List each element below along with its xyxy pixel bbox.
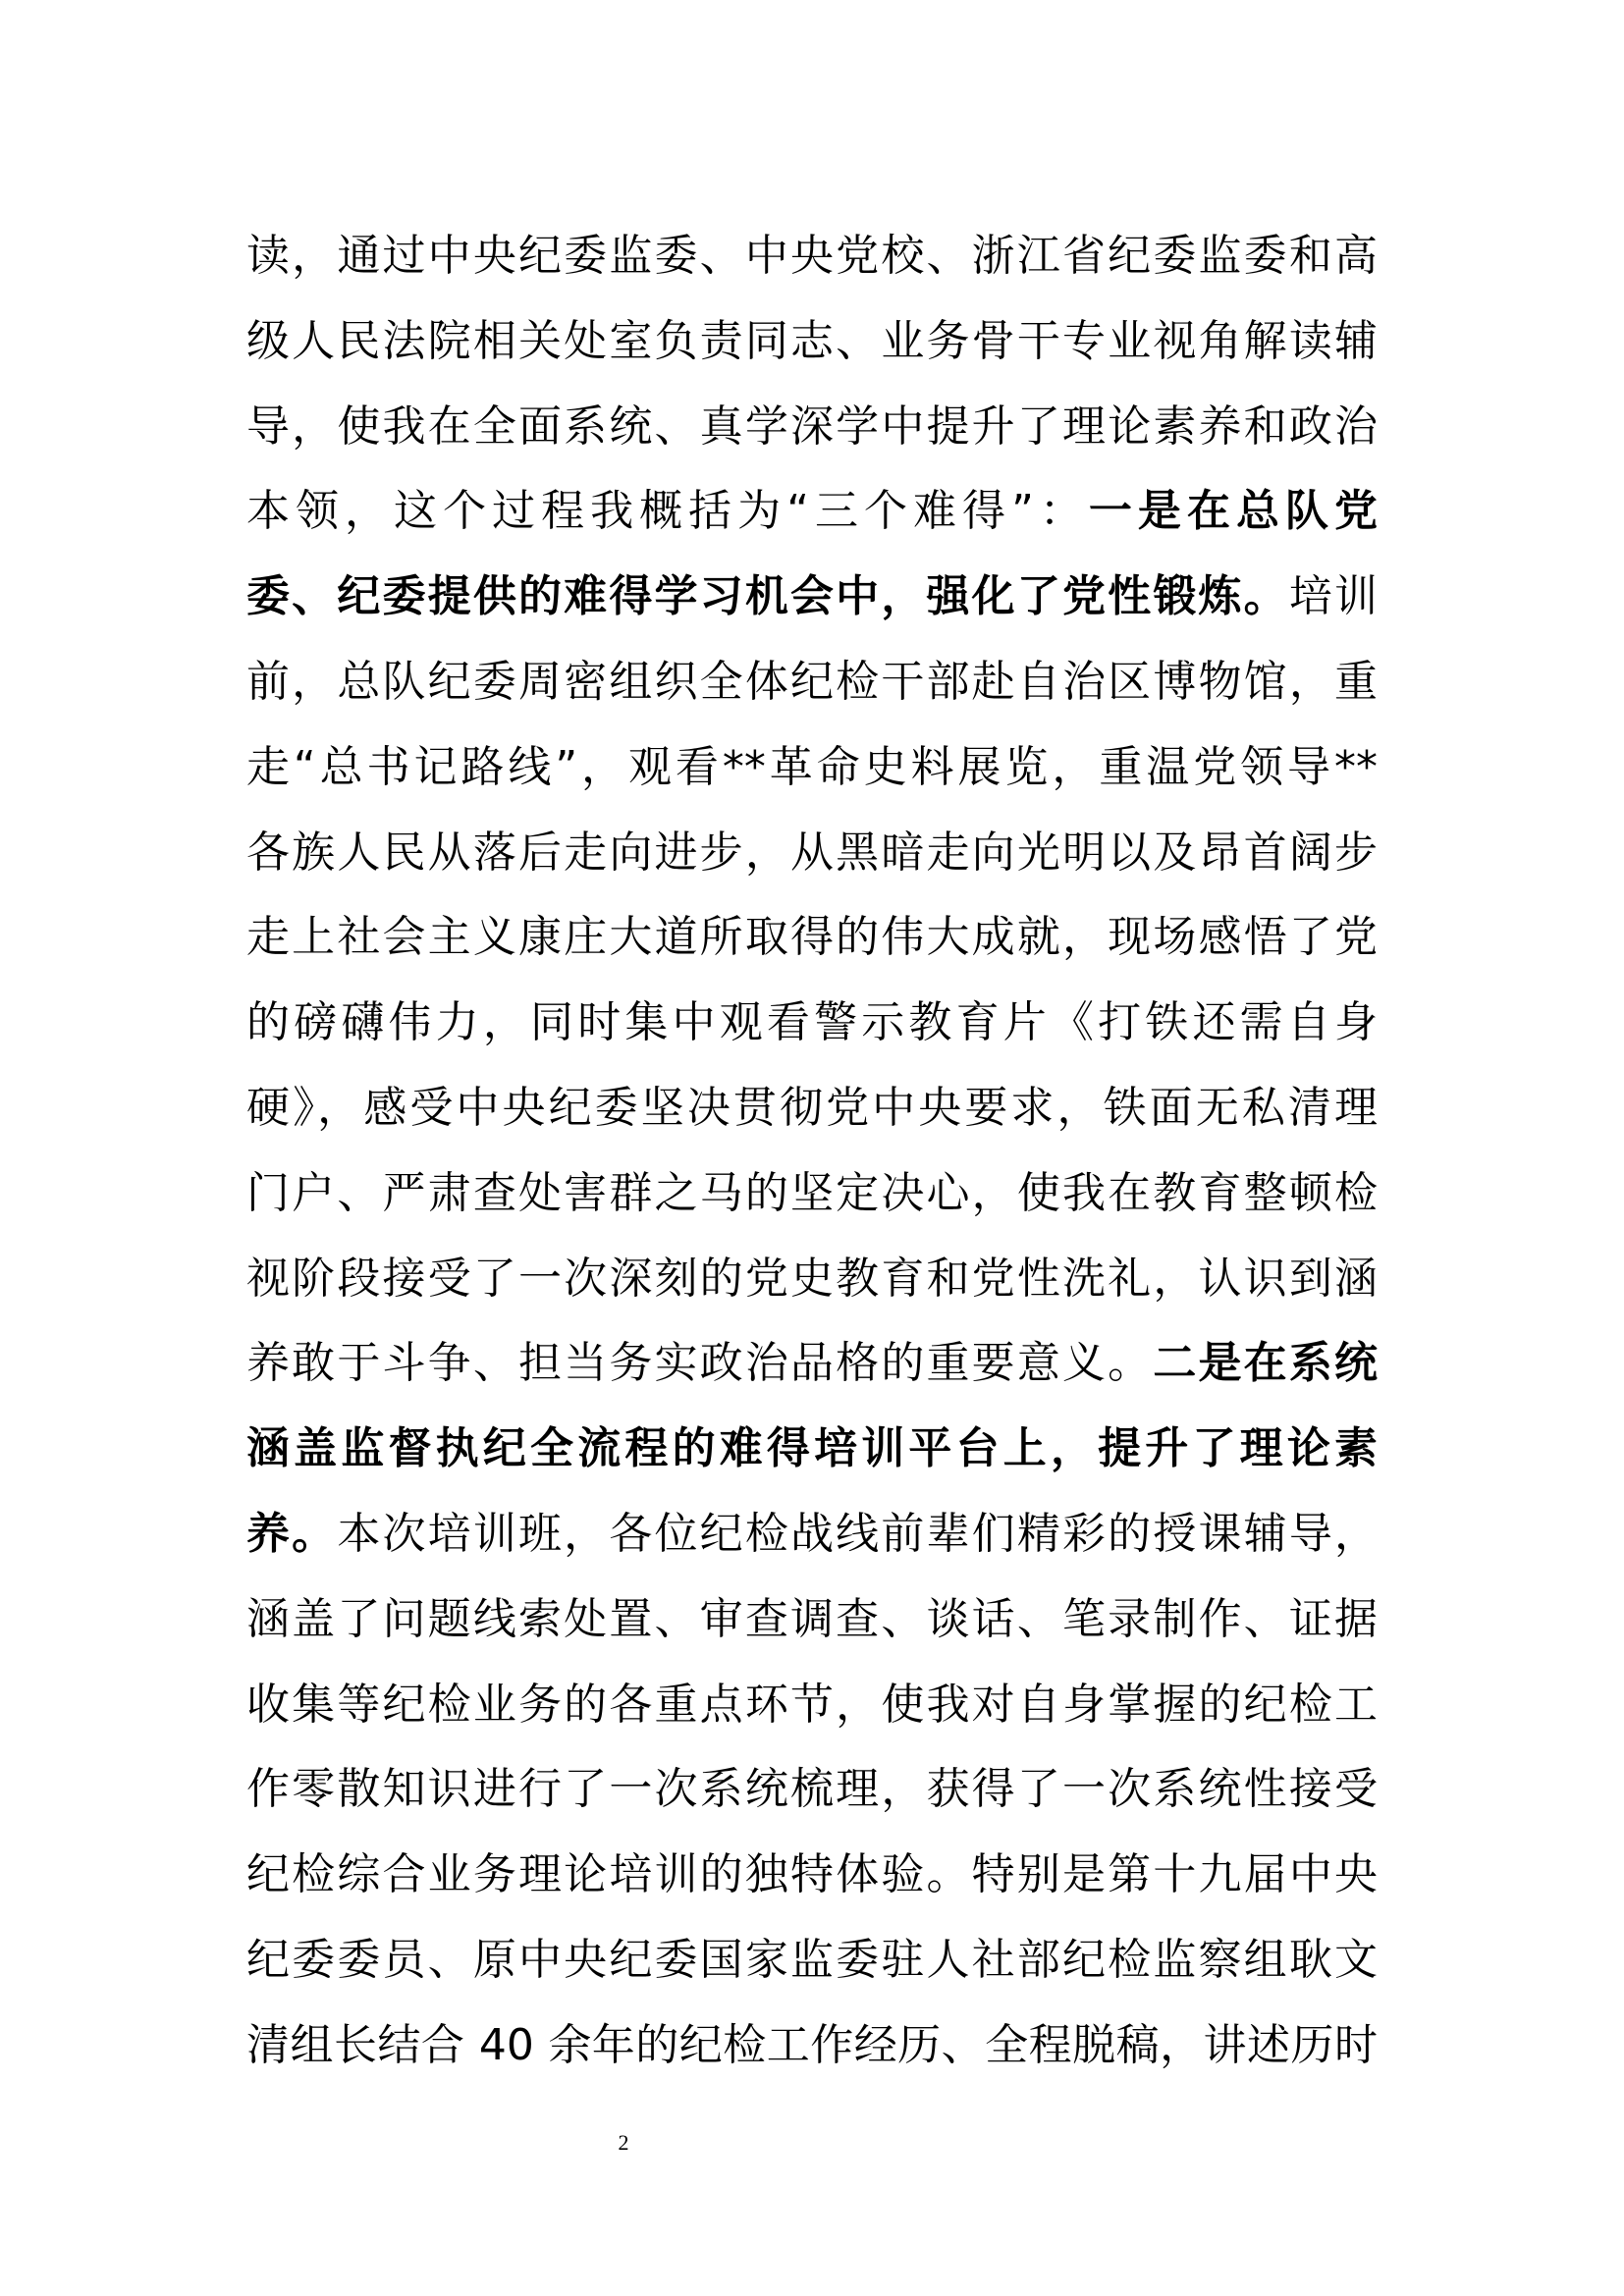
text-line bbox=[246, 1151, 1378, 1237]
text-line bbox=[246, 555, 1378, 640]
text-segment: 涵盖了问题线索处置、审查调查、谈话、笔录制作、证据 bbox=[246, 1593, 1378, 1644]
text-segment: 读，通过中央纪委监委、中央党校、浙江省纪委监委和高 bbox=[246, 231, 1378, 281]
text-segment: 硬》，感受中央纪委坚决贯彻党中央要求，铁面无私清理 bbox=[246, 1082, 1378, 1133]
text-segment: 本次培训班，各位纪检战线前辈们精彩的授课辅导， bbox=[337, 1508, 1379, 1559]
text-line bbox=[246, 214, 1378, 299]
text-line bbox=[246, 1918, 1378, 2003]
text-line bbox=[246, 811, 1378, 896]
text-line bbox=[246, 385, 1378, 470]
text-segment: 级人民法院相关处室负责同志、业务骨干专业视角解读辅 bbox=[246, 315, 1378, 366]
text-segment: 本领，这个过程我概括为“三个难得”： bbox=[246, 486, 1089, 537]
text-line bbox=[246, 1066, 1378, 1151]
text-segment: 走上社会主义康庄大道所取得的伟大成就，现场感悟了党 bbox=[246, 912, 1378, 963]
text-line bbox=[246, 299, 1378, 385]
text-segment: 纪委委员、原中央纪委国家监委驻人社部纪检监察组耿文 bbox=[246, 1934, 1378, 1985]
text-line bbox=[246, 640, 1378, 725]
bold-text-segment: 一是在总队党 bbox=[1088, 486, 1378, 537]
text-line bbox=[246, 1577, 1378, 1663]
text-line bbox=[246, 725, 1378, 811]
text-segment: 培训 bbox=[1288, 571, 1379, 622]
text-line bbox=[246, 895, 1378, 981]
text-line bbox=[246, 2003, 1378, 2089]
text-segment: 纪检综合业务理论培训的独特体验。特别是第十九届中央 bbox=[246, 1849, 1378, 1900]
page-number: 2 bbox=[618, 2130, 629, 2155]
text-line bbox=[246, 1321, 1378, 1407]
text-line bbox=[246, 1833, 1378, 1918]
text-line bbox=[246, 1663, 1378, 1748]
text-line bbox=[246, 981, 1378, 1066]
text-segment: 门户、严肃查处害群之马的坚定决心，使我在教育整顿检 bbox=[246, 1167, 1378, 1218]
text-line bbox=[246, 1407, 1378, 1492]
text-segment: 收集等纪检业务的各重点环节，使我对自身掌握的纪检工 bbox=[246, 1679, 1378, 1730]
text-segment: 前，总队纪委周密组织全体纪检干部赴自治区博物馆，重 bbox=[246, 656, 1378, 707]
text-line bbox=[246, 469, 1378, 555]
text-segment: 各族人民从落后走向进步，从黑暗走向光明以及昂首阔步 bbox=[246, 827, 1378, 878]
text-segment: 走“总书记路线”，观看**革命史料展览，重温党领导** bbox=[246, 741, 1378, 792]
bold-text-segment: 涵盖监督执纪全流程的难得培训平台上，提升了理论素 bbox=[246, 1423, 1378, 1474]
text-segment: 作零散知识进行了一次系统梳理，获得了一次系统性接受 bbox=[246, 1764, 1378, 1815]
bold-text-segment: 养。 bbox=[246, 1508, 338, 1559]
body-paragraph bbox=[246, 214, 1378, 2089]
text-line bbox=[246, 1747, 1378, 1833]
text-line bbox=[246, 1237, 1378, 1322]
text-segment: 清组长结合 40 余年的纪检工作经历、全程脱稿，讲述历时 bbox=[246, 2019, 1378, 2070]
text-line bbox=[246, 1492, 1378, 1577]
bold-text-segment: 二是在系统 bbox=[1153, 1338, 1379, 1389]
text-segment: 视阶段接受了一次深刻的党史教育和党性洗礼，认识到涵 bbox=[246, 1253, 1378, 1304]
text-segment: 导，使我在全面系统、真学深学中提升了理论素养和政治 bbox=[246, 400, 1378, 452]
text-segment: 的磅礴伟力，同时集中观看警示教育片《打铁还需自身 bbox=[246, 997, 1378, 1048]
text-segment: 养敢于斗争、担当务实政治品格的重要意义。 bbox=[246, 1338, 1154, 1389]
bold-text-segment: 委、纪委提供的难得学习机会中，强化了党性锻炼。 bbox=[246, 571, 1289, 622]
